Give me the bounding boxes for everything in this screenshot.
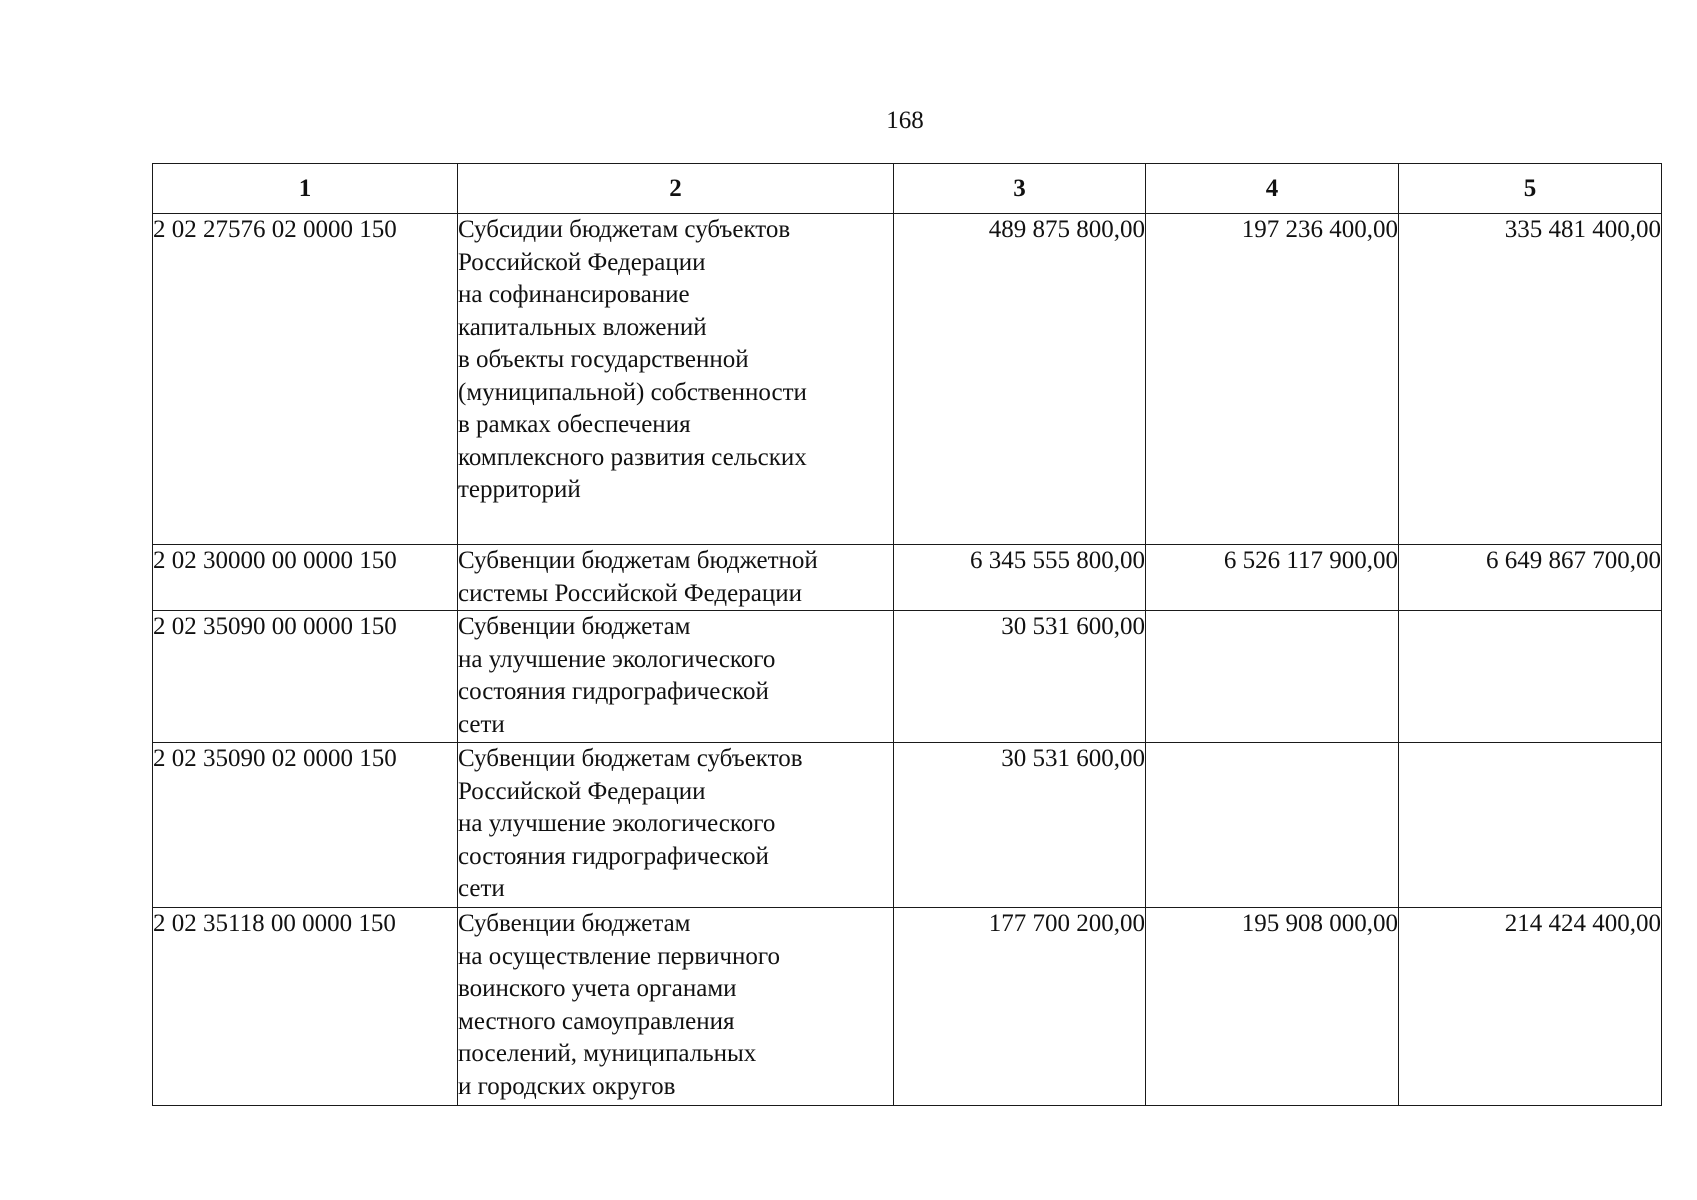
amount-col4-cell <box>1146 611 1399 743</box>
description-line: Субсидии бюджетам субъектов <box>458 216 791 243</box>
column-header-2: 2 <box>458 164 894 214</box>
description-line: Российской Федерации <box>458 248 706 276</box>
amount-col3-cell: 30 531 600,00 <box>894 743 1146 908</box>
header-row <box>153 164 1662 214</box>
budget-code-cell: 2 02 35118 00 0000 150 <box>153 908 458 1106</box>
description-line: капитальных вложений <box>458 313 707 341</box>
description-line: системы Российской Федерации <box>458 579 802 607</box>
budget-code-cell: 2 02 30000 00 0000 150 <box>153 545 458 611</box>
description-cell <box>458 743 894 908</box>
column-header-3: 3 <box>894 164 1146 214</box>
description-cell <box>458 214 894 545</box>
budget-code-cell: 2 02 35090 02 0000 150 <box>153 743 458 908</box>
amount-col4-cell <box>1146 743 1399 908</box>
amount-col5-cell: 335 481 400,00 <box>1399 214 1662 545</box>
description-line: (муниципальной) собственности <box>458 378 807 406</box>
column-header-5: 5 <box>1399 164 1662 214</box>
column-header-1: 1 <box>153 164 458 214</box>
description-line: в рамках обеспечения <box>458 411 691 438</box>
table-row <box>153 214 1662 545</box>
budget-revenue-table <box>152 163 1662 1106</box>
amount-col4-cell: 197 236 400,00 <box>1146 214 1399 545</box>
description-line: территорий <box>458 476 581 503</box>
budget-code-cell: 2 02 27576 02 0000 150 <box>153 214 458 545</box>
description-cell <box>458 611 894 743</box>
description-line: состояния гидрографической <box>458 678 769 705</box>
column-header-4: 4 <box>1146 164 1399 214</box>
amount-col3-cell: 177 700 200,00 <box>894 908 1146 1106</box>
amount-col3-cell: 6 345 555 800,00 <box>894 545 1146 611</box>
description-line: в объекты государственной <box>458 346 749 373</box>
description-line: воинского учета органами <box>458 975 737 1002</box>
amount-col5-cell: 214 424 400,00 <box>1399 908 1662 1106</box>
description-line: Субвенции бюджетам <box>458 910 691 937</box>
table-row <box>153 611 1662 743</box>
description-line: Субвенции бюджетам бюджетной <box>458 547 818 574</box>
description-line: местного самоуправления <box>458 1007 735 1035</box>
amount-col3-cell: 489 875 800,00 <box>894 214 1146 545</box>
budget-code-cell: 2 02 35090 00 0000 150 <box>153 611 458 743</box>
description-line: сети <box>458 875 505 902</box>
table-row <box>153 908 1662 1106</box>
description-line: Субвенции бюджетам субъектов <box>458 745 803 772</box>
description-line: Субвенции бюджетам <box>458 613 691 640</box>
amount-col4-cell: 195 908 000,00 <box>1146 908 1399 1106</box>
table-row <box>153 743 1662 908</box>
amount-col5-cell <box>1399 743 1662 908</box>
description-line: на улучшение экологического <box>458 810 776 837</box>
amount-col5-cell <box>1399 611 1662 743</box>
description-line: состояния гидрографической <box>458 842 769 870</box>
description-line: и городских округов <box>458 1072 676 1100</box>
description-line: сети <box>458 710 505 738</box>
page-number: 168 <box>886 107 924 134</box>
description-line: на софинансирование <box>458 281 690 308</box>
description-line: комплексного развития сельских <box>458 443 807 471</box>
description-line: на улучшение экологического <box>458 645 776 673</box>
amount-col4-cell: 6 526 117 900,00 <box>1146 545 1399 611</box>
amount-col5-cell: 6 649 867 700,00 <box>1399 545 1662 611</box>
description-line: Российской Федерации <box>458 777 706 805</box>
description-cell <box>458 908 894 1106</box>
table-row <box>153 545 1662 611</box>
amount-col3-cell: 30 531 600,00 <box>894 611 1146 743</box>
description-line: на осуществление первичного <box>458 942 780 970</box>
description-cell <box>458 545 894 611</box>
description-line: поселений, муниципальных <box>458 1040 757 1067</box>
